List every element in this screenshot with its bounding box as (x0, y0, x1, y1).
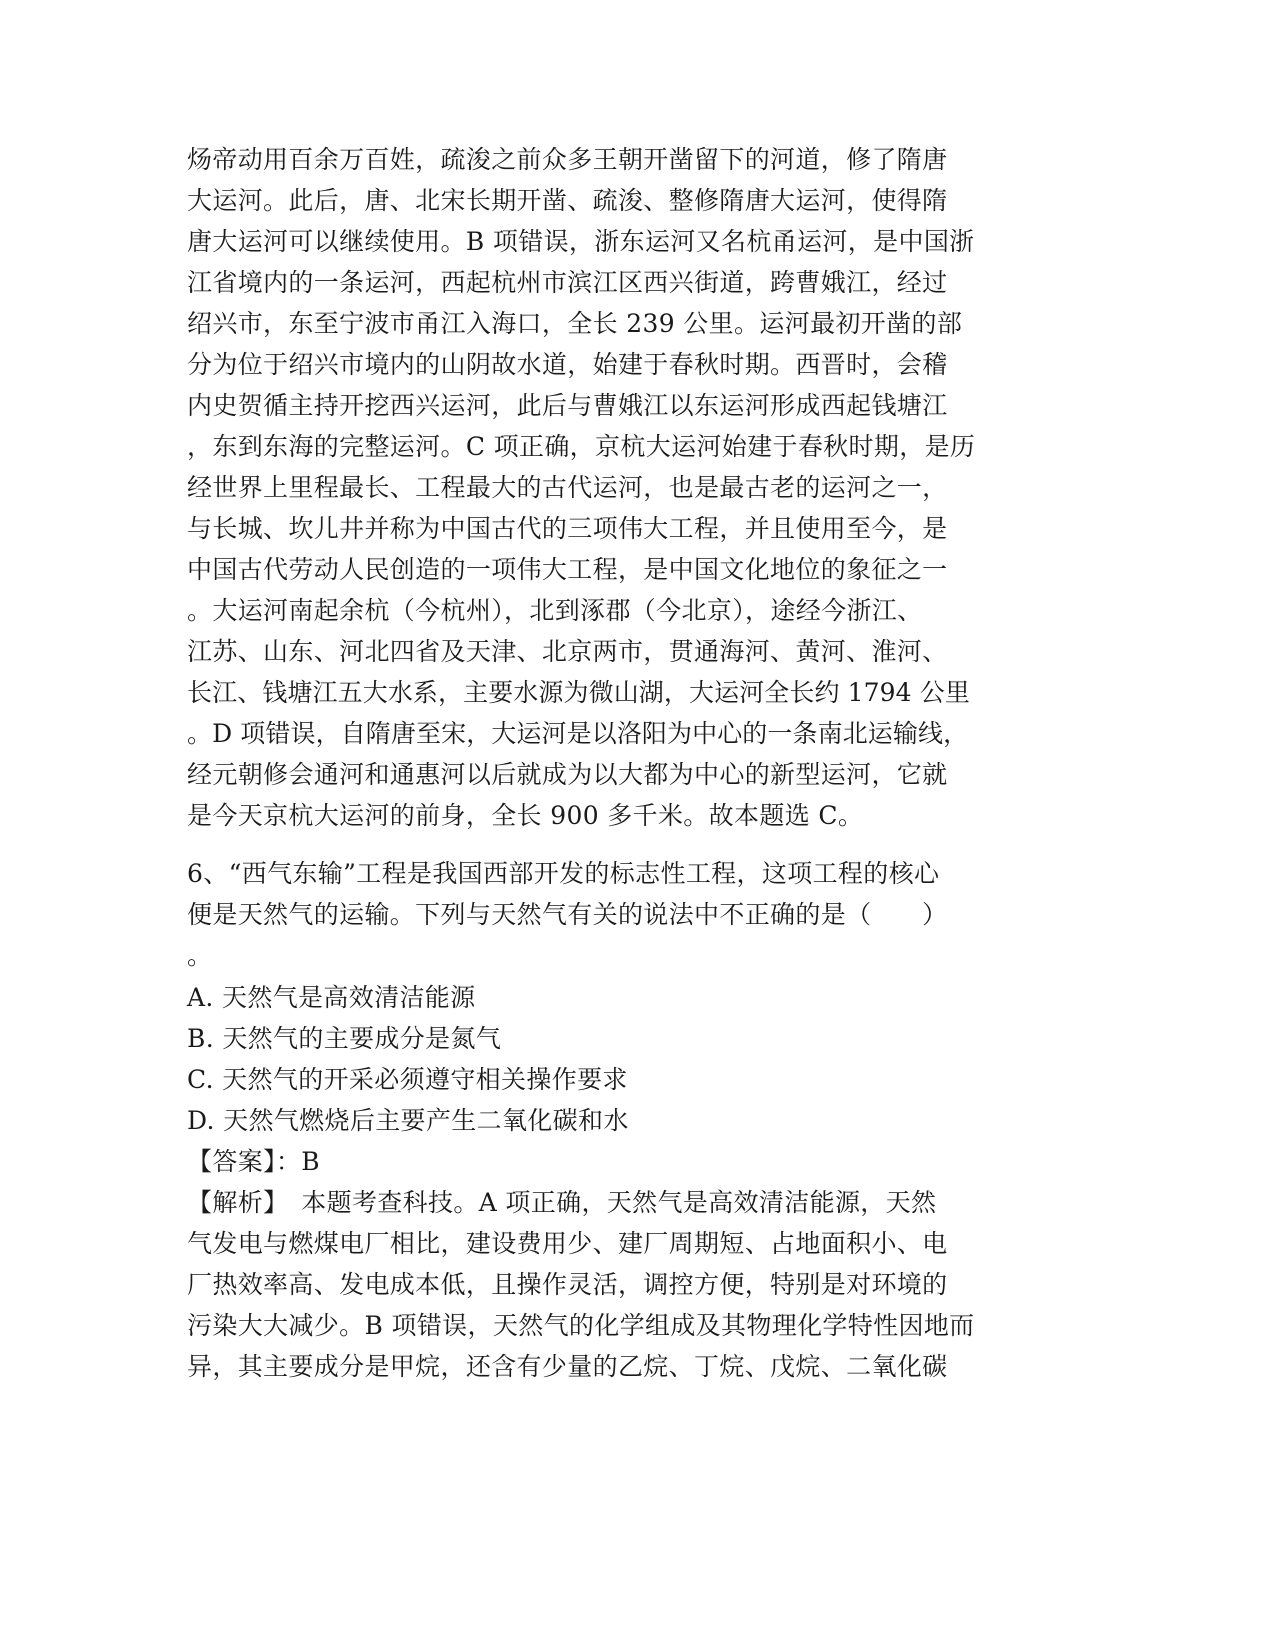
analysis-line: 【解析】 本题考查科技。A 项正确，天然气是高效清洁能源，天然 (187, 1188, 937, 1217)
option-b: B. 天然气的主要成分是氮气 (187, 1024, 502, 1053)
analysis-line: 气发电与燃煤电厂相比，建设费用少、建厂周期短、占地面积小、电 (187, 1229, 948, 1258)
passage-line: 经元朝修会通河和通惠河以后就成为以大都为中心的新型运河，它就 (187, 760, 948, 789)
passage-line: 唐大运河可以继续使用。B 项错误，浙东运河又名杭甬运河，是中国浙 (187, 227, 975, 256)
passage-line: 与长城、坎儿井并称为中国古代的三项伟大工程，并且使用至今，是 (187, 514, 948, 543)
passage-line: 江苏、山东、河北四省及天津、北京两市，贯通海河、黄河、淮河、 (187, 637, 948, 666)
analysis-line: 污染大大减少。B 项错误，天然气的化学组成及其物理化学特性因地而 (187, 1311, 975, 1340)
analysis-line: 厂热效率高、发电成本低，且操作灵活，调控方便，特别是对环境的 (187, 1270, 948, 1299)
passage-line: 分为位于绍兴市境内的山阴故水道，始建于春秋时期。西晋时，会稽 (187, 350, 948, 379)
passage-line: 是今天京杭大运河的前身，全长 900 多千米。故本题选 C。 (187, 801, 864, 830)
passage-line: 炀帝动用百余万百姓，疏浚之前众多王朝开凿留下的河道，修了隋唐 (187, 145, 948, 174)
passage-line: 经世界上里程最长、工程最大的古代运河，也是最古老的运河之一， (187, 473, 948, 502)
option-a: A. 天然气是高效清洁能源 (187, 983, 476, 1012)
passage-line: 绍兴市，东至宁波市甬江入海口，全长 239 公里。运河最初开凿的部 (187, 309, 963, 338)
question-stem-line: 。 (187, 941, 213, 970)
answer-line: 【答案】：B (187, 1147, 320, 1176)
analysis-line: 异，其主要成分是甲烷，还含有少量的乙烷、丁烷、戊烷、二氧化碳 (187, 1352, 948, 1381)
question-stem-line: 便是天然气的运输。下列与天然气有关的说法中不正确的是（ ） (187, 900, 948, 929)
passage-line: 。大运河南起余杭（今杭州），北到涿郡（今北京），途经今浙江、 (187, 596, 923, 625)
question-stem-line: 6、“西气东输”工程是我国西部开发的标志性工程，这项工程的核心 (187, 859, 940, 888)
passage-line: 中国古代劳动人民创造的一项伟大工程，是中国文化地位的象征之一 (187, 555, 948, 584)
passage-line: 大运河。此后，唐、北宋长期开凿、疏浚、整修隋唐大运河，使得隋 (187, 186, 948, 215)
passage-line: 江省境内的一条运河，西起杭州市滨江区西兴街道，跨曹娥江，经过 (187, 268, 948, 297)
option-c: C. 天然气的开采必须遵守相关操作要求 (187, 1065, 628, 1094)
passage-line: ，东到东海的完整运河。C 项正确，京杭大运河始建于春秋时期，是历 (187, 432, 976, 461)
passage-line: 。D 项错误，自隋唐至宋，大运河是以洛阳为中心的一条南北运输线， (187, 719, 969, 748)
passage-line: 内史贺循主持开挖西兴运河，此后与曹娥江以东运河形成西起钱塘江 (187, 391, 948, 420)
passage-line: 长江、钱塘江五大水系，主要水源为微山湖，大运河全长约 1794 公里 (187, 678, 970, 707)
option-d: D. 天然气燃烧后主要产生二氧化碳和水 (187, 1106, 629, 1135)
